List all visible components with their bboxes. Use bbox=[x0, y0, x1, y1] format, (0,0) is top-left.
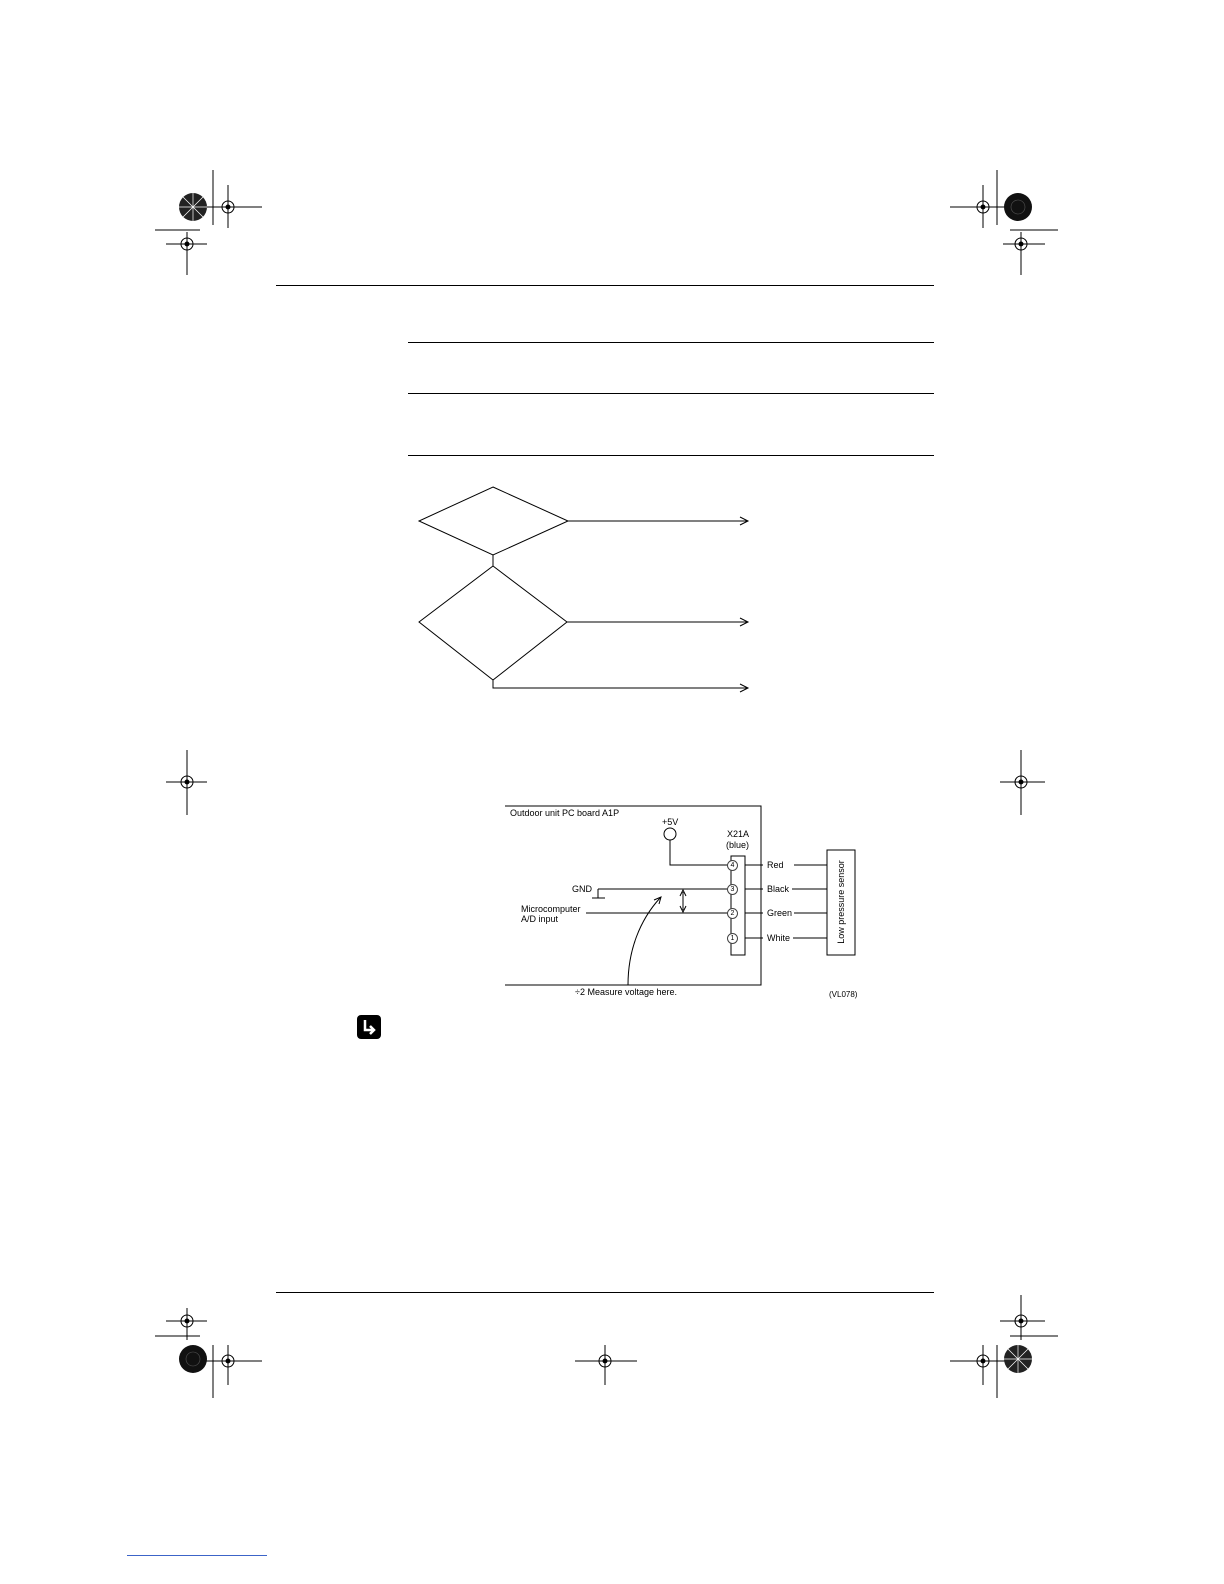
connector-label: X21A bbox=[727, 829, 750, 839]
footer-link[interactable] bbox=[127, 1555, 267, 1556]
pin-1: 1 bbox=[727, 933, 738, 944]
figure-code: (VL078) bbox=[829, 990, 858, 999]
return-arrow-icon bbox=[357, 1015, 381, 1039]
supply-wire bbox=[670, 840, 729, 865]
micro-label-line2: A/D input bbox=[521, 914, 559, 924]
pin-2: 2 bbox=[727, 908, 738, 919]
board-label: Outdoor unit PC board A1P bbox=[510, 808, 620, 818]
pin-4: 4 bbox=[727, 860, 738, 871]
supply-terminal bbox=[664, 828, 676, 840]
wire-white-label: White bbox=[767, 933, 791, 943]
gnd-label: GND bbox=[572, 884, 592, 894]
wire-red-label: Red bbox=[767, 860, 784, 870]
sensor-label: Low pressure sensor bbox=[836, 860, 846, 944]
pin-3: 3 bbox=[727, 884, 738, 895]
wire-green-label: Green bbox=[767, 908, 793, 918]
gnd-symbol bbox=[592, 889, 605, 898]
wire-black-label: Black bbox=[767, 884, 790, 894]
measure-pointer bbox=[628, 898, 660, 985]
measure-note: ÷2 Measure voltage here. bbox=[575, 987, 677, 997]
supply-label: +5V bbox=[662, 817, 679, 827]
micro-label-line1: Microcomputer bbox=[521, 904, 581, 914]
connector-color-label: (blue) bbox=[726, 840, 750, 850]
pc-board-outline bbox=[505, 806, 761, 985]
